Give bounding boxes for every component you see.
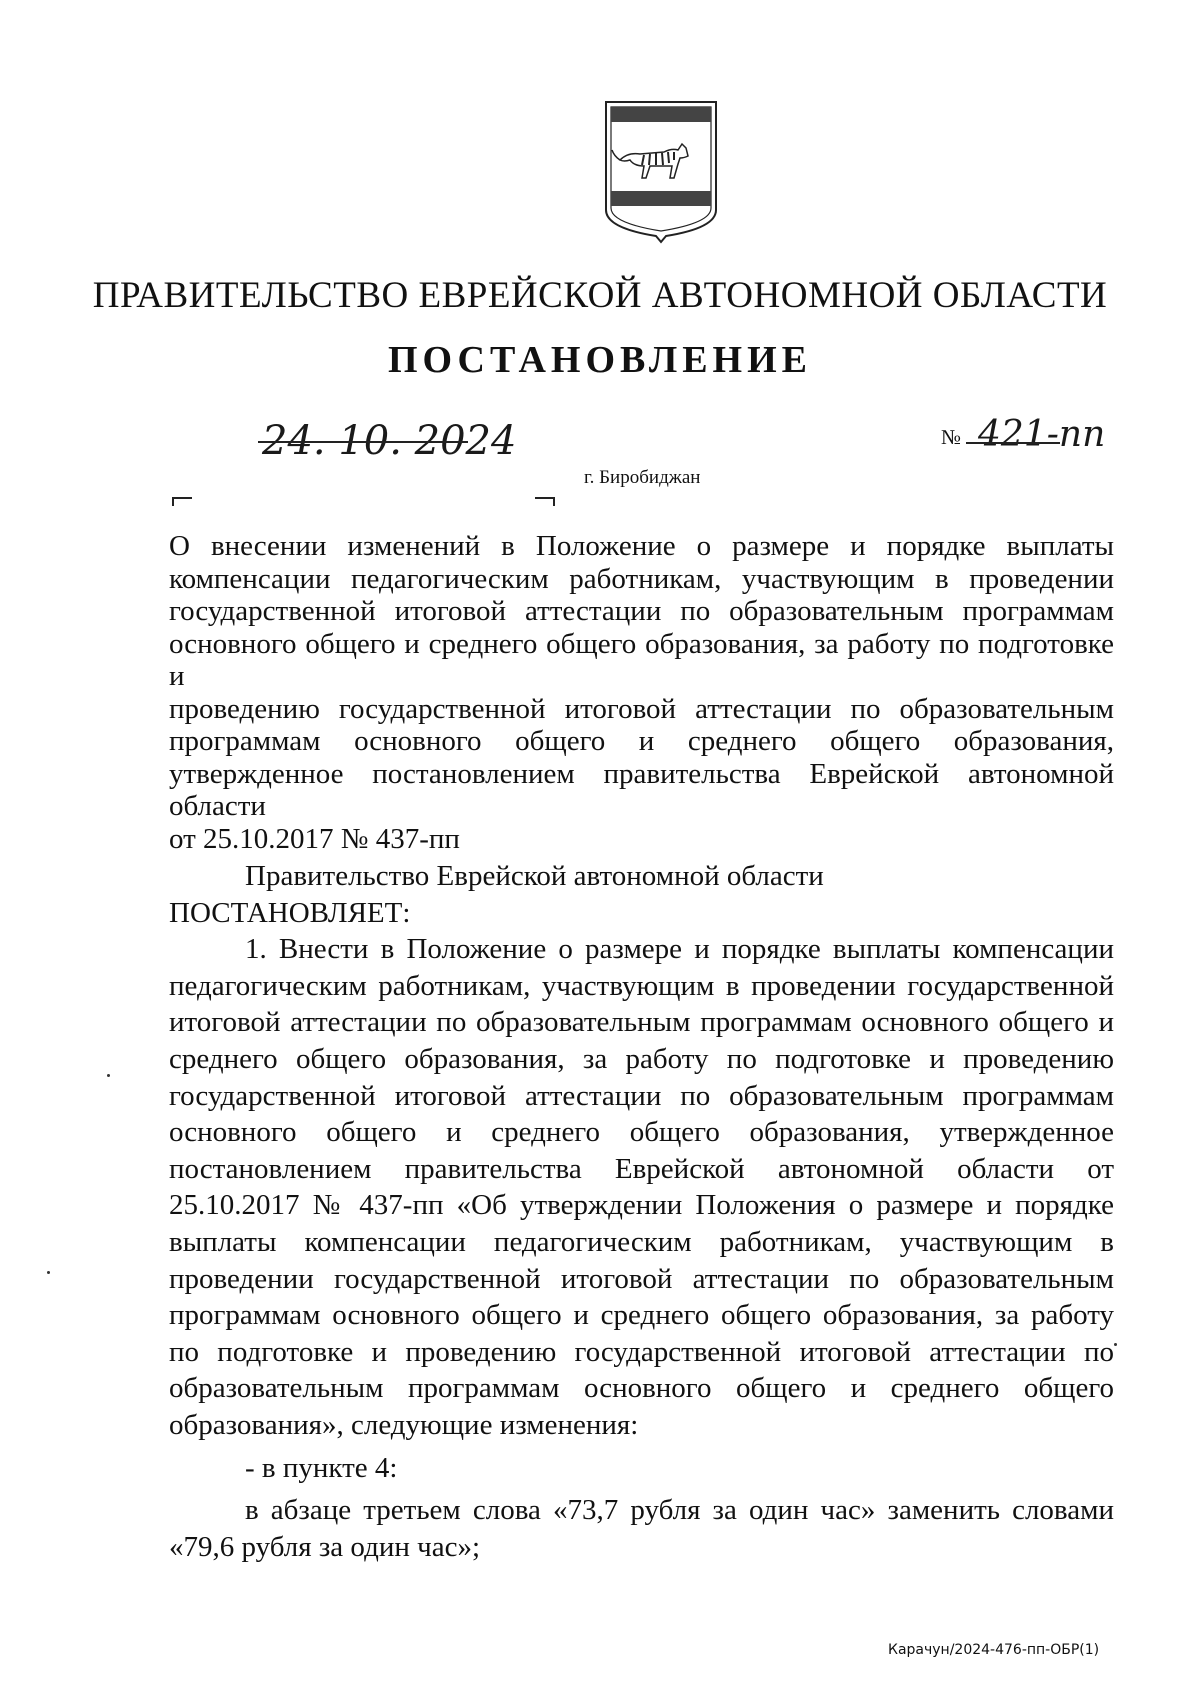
change-paragraph: в абзаце третьем слова «73,7 рубля за один час» заменить словами «79,6 рубля за один час»; (169, 1494, 1114, 1563)
subject-line: от 25.10.2017 № 437-пп (169, 822, 460, 855)
subject-corner-mark-right (535, 497, 555, 506)
handwritten-number: 421-пп (978, 414, 1106, 455)
subject-line: утвержденное постановлением правительства Еврейской автономной области (169, 757, 1114, 822)
resolves-heading: ПОСТАНОВЛЯЕТ: (169, 896, 411, 929)
scan-speck (47, 1271, 50, 1274)
subitem-paragraph: - в пункте 4: (245, 1451, 398, 1484)
document-body (169, 858, 1114, 1565)
scan-speck (1114, 1343, 1117, 1346)
subject-line: О внесении изменений в Положение о размере и порядке выплаты (169, 530, 1114, 562)
subject-heading (169, 530, 1114, 855)
handwritten-date: 24. 10. 2024 (262, 418, 517, 464)
number-underline (966, 442, 1060, 444)
document-type-title: ПОСТАНОВЛЕНИЕ (387, 339, 813, 381)
subject-line: программам основного общего и среднего общего образования, (169, 725, 1114, 757)
subject-line: проведению государственной итоговой аттестации по образовательным (169, 692, 1114, 725)
item-1-paragraph: 1. Внести в Положение о размере и порядке выплаты компенсации педагогическим работникам, участвующим в проведении государственной итоговой аттестации по образовательным программам основного общего и среднего общего образования, за работу по подготовке и проведению государственной итоговой аттестации по образовательным программам основного общего и среднего общего образования, утвержденное постановлением правительства Еврейской автономной области от 25.10.2017 № 437-пп «Об утверждении Положения о размере и порядке выплаты компенсации педагогическим работникам, участвующим в проведении государственной итоговой аттестации по образовательным программам основного общего и среднего общего образования, за работу по подготовке и проведению государственной итоговой аттестации по образовательным программам основного общего и среднего общего образования», следующие изменения: (169, 933, 1114, 1441)
subject-line: государственной итоговой аттестации по образовательным программам (169, 595, 1114, 627)
subject-corner-mark-left (172, 497, 192, 506)
scan-speck (107, 1074, 110, 1077)
number-label: № (941, 425, 962, 449)
tiger-icon (612, 144, 688, 178)
subject-line: компенсации педагогическим работникам, участвующим в проведении (169, 562, 1114, 595)
preamble-paragraph: Правительство Еврейской автономной области (245, 860, 824, 892)
coat-of-arms-emblem (604, 100, 718, 244)
date-underline (258, 441, 468, 443)
city-line: г. Биробиджан (584, 467, 701, 488)
footer-document-code: Карачун/2024-476-пп-ОБР(1) (888, 1642, 1100, 1658)
government-title: ПРАВИТЕЛЬСТВО ЕВРЕЙСКОЙ АВТОНОМНОЙ ОБЛАСТИ (92, 275, 1108, 316)
subject-line: основного общего и среднего общего образования, за работу по подготовке и (169, 627, 1114, 692)
